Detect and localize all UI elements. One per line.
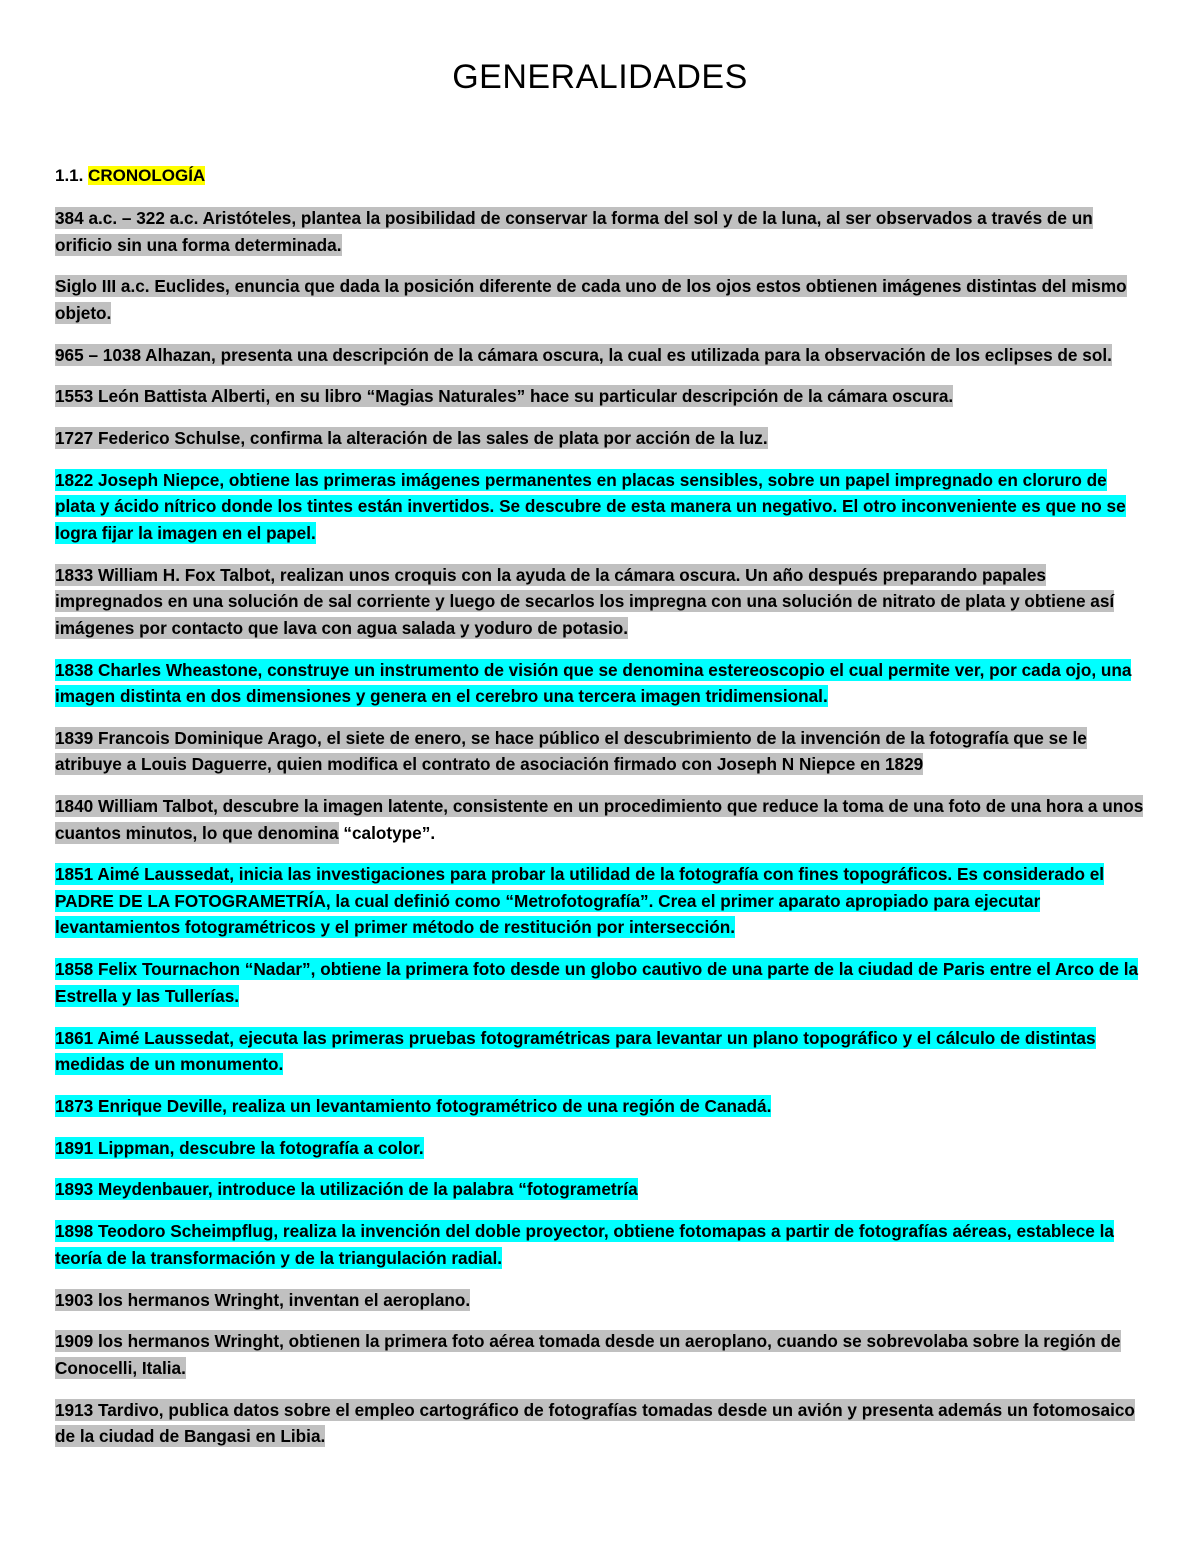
entry-text: 1727 Federico Schulse, confirma la alteración de las sales de plata por acción de la luz. xyxy=(55,428,768,449)
entry-text: 1833 William H. Fox Talbot, realizan unos croquis con la ayuda de la cámara oscura. Un año después preparando papales impregnados en una solución de sal corriente y luego de secarlos los impregna con una solución de nitrato de plata y obtiene así imágenes por contacto que lava con agua salada y yoduro de potasio. xyxy=(55,564,1115,638)
chronology-entry xyxy=(55,342,1150,369)
entry-text: 1909 los hermanos Wringht, obtienen la primera foto aérea tomada desde un aeroplano, cuando se sobrevolaba sobre la región de Conocelli, Italia. xyxy=(55,1331,1121,1378)
chronology-entry xyxy=(55,657,1150,710)
chronology-entry xyxy=(55,273,1150,326)
entry-text: 1861 Aimé Laussedat, ejecuta las primeras pruebas fotogramétricas para levantar un plano topográfico y el cálculo de distintas medidas de un monumento. xyxy=(55,1027,1096,1075)
entry-text: 965 – 1038 Alhazan, presenta una descripción de la cámara oscura, la cual es utilizada para la observación de los eclipses de sol. xyxy=(55,344,1112,365)
entry-text: 1839 Francois Dominique Arago, el siete de enero, se hace público el descubrimiento de la invención de la fotografía que se le atribuye a Louis Daguerre, quien modifica el contrato de asociación firmado con Joseph N Niepce en 1829 xyxy=(55,727,1087,775)
entry-text: 1838 Charles Wheastone, construye un instrumento de visión que se denomina estereoscopio el cual permite ver, por cada ojo, una imagen distinta en dos dimensiones y genera en el cerebro una tercera imagen tridimensional. xyxy=(55,659,1132,707)
entry-text: 1822 Joseph Niepce, obtiene las primeras imágenes permanentes en placas sensibles, sobre un papel impregnado en cloruro de plata y ácido nítrico donde los tintes están invertidos. Se descubre de esta manera un negativo. El otro inconveniente es que no se logra fijar la imagen en el papel. xyxy=(55,469,1126,543)
section-number: 1.1. xyxy=(55,166,84,185)
entry-text: 1898 Teodoro Scheimpflug, realiza la invención del doble proyector, obtiene fotomapas a partir de fotografías aéreas, establece la teoría de la transformación y de la triangulación radial. xyxy=(55,1221,1114,1268)
entry-tail: “calotype”. xyxy=(338,822,436,843)
chronology-entry xyxy=(55,725,1150,778)
chronology-entry xyxy=(55,956,1150,1009)
chronology-entry xyxy=(55,1218,1150,1271)
entry-text: 1873 Enrique Deville, realiza un levantamiento fotogramétrico de una región de Canadá. xyxy=(55,1095,772,1116)
entry-text: 1893 Meydenbauer, introduce la utilización de la palabra “fotogrametría xyxy=(55,1179,638,1200)
entry-text: 384 a.c. – 322 a.c. Aristóteles, plantea la posibilidad de conservar la forma del sol y de la luna, al ser observados a través de un orificio sin una forma determinada. xyxy=(55,208,1093,255)
entry-text: 1840 William Talbot, descubre la imagen latente, consistente en un procedimiento que reduce la toma de una foto de una hora a unos cuantos minutos, lo que denomina xyxy=(55,796,1144,843)
chronology-entry xyxy=(55,1328,1150,1381)
section-label: CRONOLOGÍA xyxy=(88,166,206,185)
section-heading xyxy=(55,166,205,186)
entry-text: Siglo III a.c. Euclides, enuncia que dada la posición diferente de cada uno de los ojos estos obtienen imágenes distintas del mismo objeto. xyxy=(55,276,1127,323)
chronology-entry xyxy=(55,383,1150,410)
chronology-entry xyxy=(55,861,1150,941)
chronology-entry xyxy=(55,793,1150,846)
chronology-list xyxy=(55,205,1150,1465)
chronology-entry xyxy=(55,1135,1150,1162)
chronology-entry xyxy=(55,1397,1150,1450)
entry-text: 1913 Tardivo, publica datos sobre el empleo cartográfico de fotografías tomadas desde un avión y presenta además un fotomosaico de la ciudad de Bangasi en Libia. xyxy=(55,1399,1135,1447)
entry-text: 1858 Felix Tournachon “Nadar”, obtiene la primera foto desde un globo cautivo de una parte de la ciudad de Paris entre el Arco de la Estrella y las Tullerías. xyxy=(55,959,1139,1006)
entry-text: 1903 los hermanos Wringht, inventan el aeroplano. xyxy=(55,1289,471,1310)
entry-text: 1553 León Battista Alberti, en su libro “Magias Naturales” hace su particular descripción de la cámara oscura. xyxy=(55,386,954,407)
entry-text: 1851 Aimé Laussedat, inicia las investigaciones para probar la utilidad de la fotografía con fines topográficos. Es considerado el PADRE DE LA FOTOGRAMETRÍA, la cual definió como “Metrofotografía”. Crea el primer aparato apropiado para ejecutar levantamientos fotogramétricos y el primer método de restitución por intersección. xyxy=(55,864,1105,938)
page-title: GENERALIDADES xyxy=(452,58,748,96)
chronology-entry xyxy=(55,1176,1150,1203)
chronology-entry xyxy=(55,1287,1150,1314)
chronology-entry xyxy=(55,467,1150,547)
chronology-entry xyxy=(55,425,1150,452)
chronology-entry xyxy=(55,1025,1150,1078)
chronology-entry xyxy=(55,562,1150,642)
chronology-entry xyxy=(55,1093,1150,1120)
entry-text: 1891 Lippman, descubre la fotografía a color. xyxy=(55,1137,424,1158)
chronology-entry xyxy=(55,205,1150,258)
